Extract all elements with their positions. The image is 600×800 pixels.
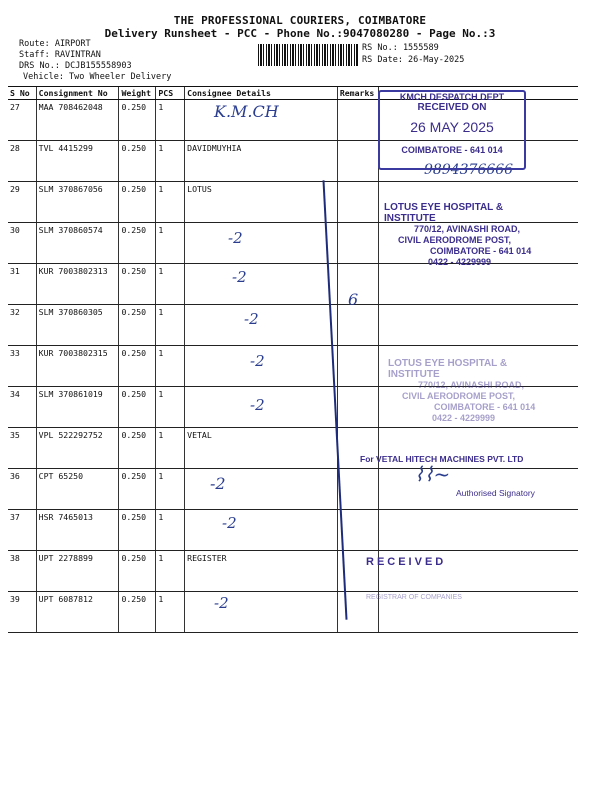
row-consignment: HSR 7465013 xyxy=(36,510,119,551)
row-pcs: 1 xyxy=(156,469,185,510)
runsheet-subtitle: Delivery Runsheet - PCC - Phone No.:9047080280 - Page No.:3 xyxy=(104,27,496,40)
row-weight: 0.250 xyxy=(119,510,156,551)
drs-number: DRS No.: DCJB155558903 xyxy=(19,61,132,71)
col-remarks: Remarks xyxy=(337,87,378,100)
handwritten-dash: -2 xyxy=(250,396,265,414)
stamp-date: 26 MAY 2025 xyxy=(410,119,494,135)
row-consignment: SLM 370861019 xyxy=(36,387,119,428)
lotus-phone: 0422 - 4229999 xyxy=(428,257,492,267)
company-title: THE PROFESSIONAL COURIERS, COIMBATORE xyxy=(173,14,427,27)
row-weight: 0.250 xyxy=(119,100,156,141)
row-weight: 0.250 xyxy=(119,346,156,387)
vehicle-text: Vehicle: Two Wheeler Delivery xyxy=(23,72,172,82)
row-sno: 31 xyxy=(8,264,36,305)
handwritten-dash: -2 xyxy=(210,474,226,493)
row-weight: 0.250 xyxy=(119,141,156,182)
lotus-addr: 770/12, AVINASHI ROAD, xyxy=(414,224,521,234)
row-consignee xyxy=(185,510,338,551)
row-weight: 0.250 xyxy=(119,223,156,264)
row-sno: 29 xyxy=(8,182,36,223)
kmch-received-stamp xyxy=(378,90,526,170)
lotus-name: LOTUS EYE HOSPITAL & INSTITUTE xyxy=(384,202,504,224)
row-pcs: 1 xyxy=(156,592,185,633)
lotus-addr: COIMBATORE - 641 014 xyxy=(430,246,532,256)
row-consignment: TVL 4415299 xyxy=(36,141,119,182)
row-signature xyxy=(378,264,578,305)
lotus-stamp-faded xyxy=(388,358,558,424)
row-signature xyxy=(378,510,578,551)
row-consignment: SLM 370860305 xyxy=(36,305,119,346)
handwritten-kmch: K.M.CH xyxy=(214,102,279,121)
stamp-city: COIMBATORE - 641 014 xyxy=(401,145,503,155)
lotus-addr: 770/12, AVINASHI ROAD, xyxy=(418,380,525,390)
row-consignee xyxy=(185,592,338,633)
row-pcs: 1 xyxy=(156,182,185,223)
row-remarks xyxy=(337,469,378,510)
vetal-stamp: For VETAL HITECH MACHINES PVT. LTD xyxy=(360,454,524,464)
row-consignment: MAA 708462048 xyxy=(36,100,119,141)
row-pcs: 1 xyxy=(156,264,185,305)
row-consignment: UPT 2278899 xyxy=(36,551,119,592)
handwritten-dash: -2 xyxy=(214,594,229,612)
col-pcs: PCS xyxy=(156,87,185,100)
lotus-addr: COIMBATORE - 641 014 xyxy=(434,402,536,412)
row-remarks xyxy=(337,387,378,428)
handwritten-dash: -2 xyxy=(244,310,259,328)
lotus-addr: CIVIL AERODROME POST, xyxy=(402,391,516,401)
row-pcs: 1 xyxy=(156,551,185,592)
rs-date: RS Date: 26-May-2025 xyxy=(362,55,465,65)
row-consignee: LOTUS xyxy=(185,182,338,223)
row-consignee: DAVIDMUYHIA xyxy=(185,141,338,182)
row-weight: 0.250 xyxy=(119,182,156,223)
registrar-stamp: REGISTRAR OF COMPANIES xyxy=(366,594,462,601)
row-sno: 30 xyxy=(8,223,36,264)
row-weight: 0.250 xyxy=(119,469,156,510)
handwritten-dash: -2 xyxy=(228,229,243,247)
row-sno: 38 xyxy=(8,551,36,592)
row-consignment: KUR 7003802315 xyxy=(36,346,119,387)
lotus-phone: 0422 - 4229999 xyxy=(432,413,496,423)
table-row xyxy=(8,305,578,346)
table-row xyxy=(8,551,578,592)
col-sno: S No xyxy=(8,87,36,100)
row-remarks xyxy=(337,346,378,387)
vetal-signatory: Authorised Signatory xyxy=(456,488,535,498)
row-remarks xyxy=(337,100,378,141)
row-weight: 0.250 xyxy=(119,592,156,633)
row-remarks xyxy=(337,305,378,346)
row-pcs: 1 xyxy=(156,141,185,182)
handwritten-dash: -2 xyxy=(232,268,247,286)
table-row xyxy=(8,592,578,633)
row-sno: 27 xyxy=(8,100,36,141)
signature-scribble: ⌇⌇~ xyxy=(414,462,451,486)
row-sno: 34 xyxy=(8,387,36,428)
row-sno: 32 xyxy=(8,305,36,346)
staff-text: Staff: RAVINTRAN xyxy=(19,50,101,60)
row-sno: 36 xyxy=(8,469,36,510)
table-row xyxy=(8,264,578,305)
row-remarks xyxy=(337,182,378,223)
handwritten-phone: 9894376666 xyxy=(424,162,514,178)
handwritten-dash: -2 xyxy=(250,352,265,370)
row-pcs: 1 xyxy=(156,223,185,264)
row-pcs: 1 xyxy=(156,510,185,551)
barcode xyxy=(258,44,358,66)
row-remarks xyxy=(337,223,378,264)
row-pcs: 1 xyxy=(156,387,185,428)
row-signature xyxy=(378,305,578,346)
row-pcs: 1 xyxy=(156,428,185,469)
row-sno: 28 xyxy=(8,141,36,182)
row-consignee: REGISTER xyxy=(185,551,338,592)
row-pcs: 1 xyxy=(156,100,185,141)
row-sno: 39 xyxy=(8,592,36,633)
row-weight: 0.250 xyxy=(119,264,156,305)
rs-info xyxy=(362,42,464,66)
row-sno: 33 xyxy=(8,346,36,387)
handwritten-dash: -2 xyxy=(222,514,237,532)
row-consignee xyxy=(185,223,338,264)
row-remarks xyxy=(337,141,378,182)
col-consignment: Consignment No xyxy=(36,87,119,100)
row-pcs: 1 xyxy=(156,305,185,346)
row-consignment: SLM 370867056 xyxy=(36,182,119,223)
row-weight: 0.250 xyxy=(119,305,156,346)
row-consignment: UPT 6087812 xyxy=(36,592,119,633)
lotus-stamp xyxy=(384,202,554,268)
table-row xyxy=(8,510,578,551)
stamp-dept: KMCH DESPATCH DEPT xyxy=(399,92,505,102)
row-consignee xyxy=(185,305,338,346)
lotus-name: LOTUS EYE HOSPITAL & INSTITUTE xyxy=(388,358,508,380)
col-weight: Weight xyxy=(119,87,156,100)
row-weight: 0.250 xyxy=(119,551,156,592)
row-weight: 0.250 xyxy=(119,428,156,469)
stamp-received-on: RECEIVED ON xyxy=(417,102,487,113)
row-consignee xyxy=(185,264,338,305)
col-consignee: Consignee Details xyxy=(185,87,338,100)
row-consignment: CPT 65250 xyxy=(36,469,119,510)
received-stamp: RECEIVED xyxy=(366,556,447,568)
row-sno: 37 xyxy=(8,510,36,551)
route-text: Route: AIRPORT xyxy=(19,39,91,49)
rs-number: RS No.: 1555589 xyxy=(362,43,439,53)
handwritten-remark: 6 xyxy=(348,290,359,309)
row-consignment: SLM 370860574 xyxy=(36,223,119,264)
lotus-addr: CIVIL AERODROME POST, xyxy=(398,235,512,245)
row-consignment: VPL 522292752 xyxy=(36,428,119,469)
row-weight: 0.250 xyxy=(119,387,156,428)
row-pcs: 1 xyxy=(156,346,185,387)
row-consignee xyxy=(185,469,338,510)
row-sno: 35 xyxy=(8,428,36,469)
row-consignment: KUR 7003802313 xyxy=(36,264,119,305)
row-consignee: VETAL xyxy=(185,428,338,469)
